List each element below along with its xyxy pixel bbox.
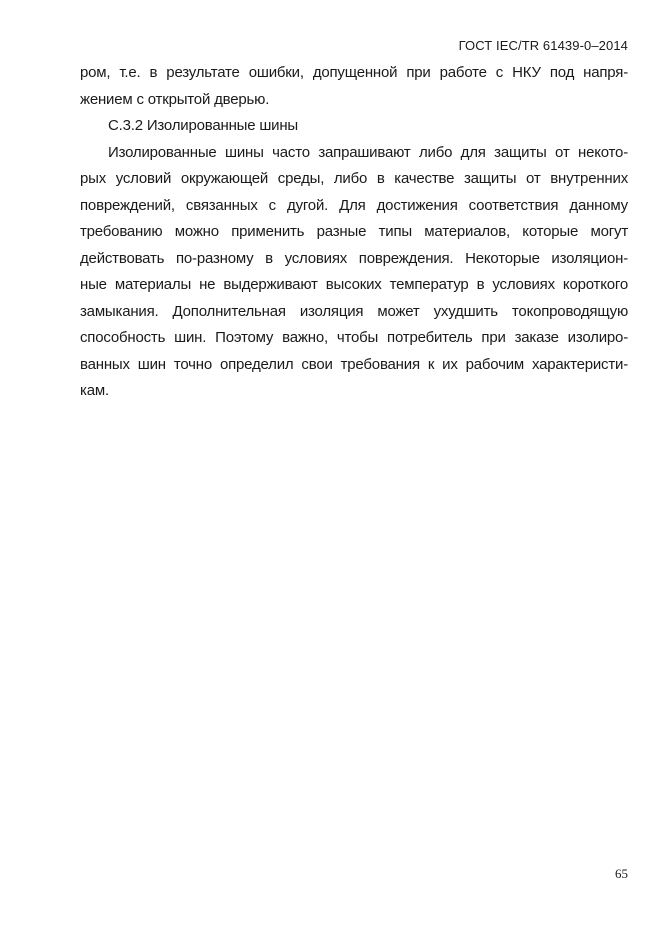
section-paragraph — [80, 140, 628, 405]
text-line: действовать по-разному в условиях повреждения. Некоторые изоляцион- — [80, 249, 628, 267]
page-number: 65 — [615, 866, 628, 881]
continuation-paragraph — [80, 60, 628, 113]
text-line: ные материалы не выдерживают высоких температур в условиях короткого — [80, 276, 628, 293]
text-line: ванных шин точно определил свои требования к их рабочим характеристи- — [80, 355, 628, 373]
text-line: рых условий окружающей среды, либо в качестве защиты от внутренних — [80, 170, 628, 187]
text-line: требованию можно применить разные типы материалов, которые могут — [80, 223, 628, 240]
standard-header: ГОСТ IEC/TR 61439-0–2014 — [458, 38, 628, 53]
text-line: повреждений, связанных с дугой. Для достижения соответствия данному — [80, 196, 628, 214]
text-line: Изолированные шины часто запрашивают либо для защиты от некото- — [108, 143, 628, 161]
section-heading: С.3.2 Изолированные шины — [108, 117, 299, 134]
text-line: способность шин. Поэтому важно, чтобы потребитель при заказе изолиро- — [80, 329, 628, 346]
document-body — [80, 60, 628, 405]
text-line: жением с открытой дверью. — [80, 90, 270, 108]
text-line: ром, т.е. в результате ошибки, допущенной при работе с НКУ под напря- — [80, 64, 628, 81]
text-line: замыкания. Дополнительная изоляция может ухудшить токопроводящую — [80, 302, 628, 320]
text-line: кам. — [80, 382, 109, 399]
